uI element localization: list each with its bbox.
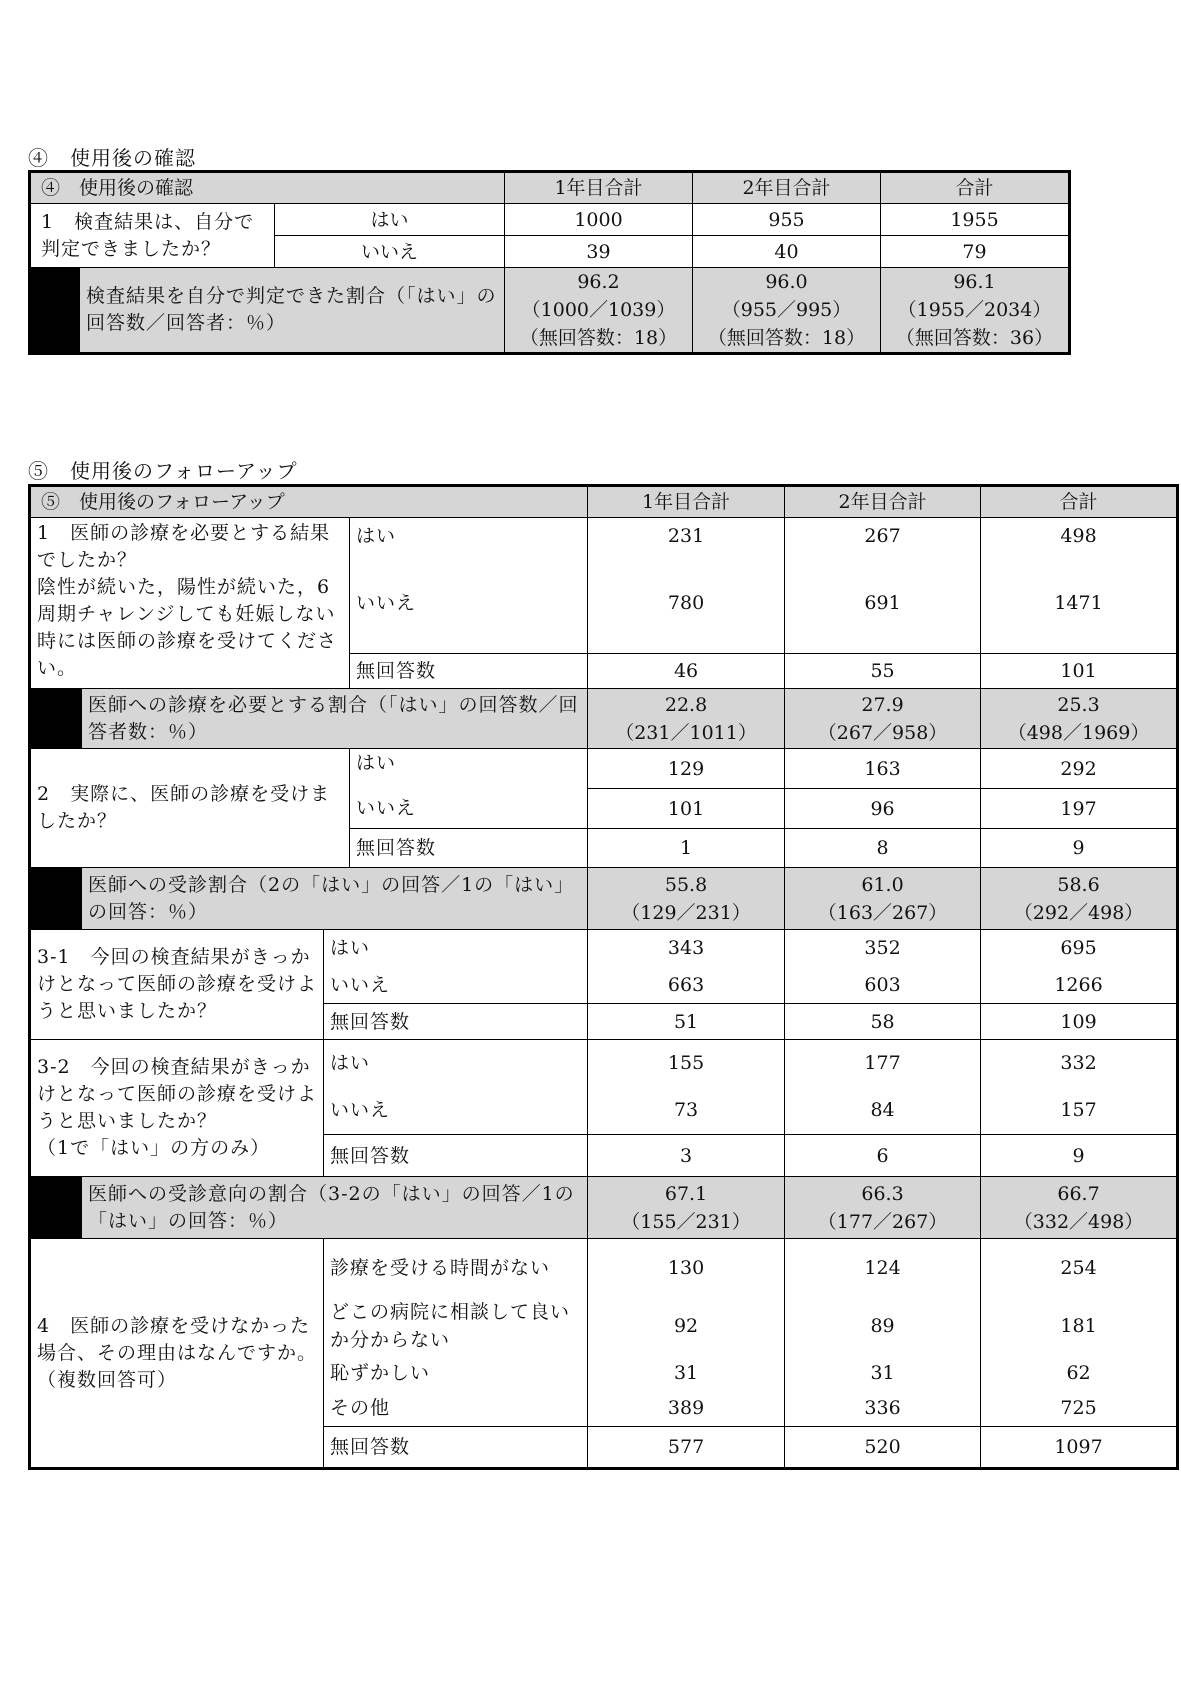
value-year2: 31 (785, 1355, 981, 1391)
section5-ratio1-label: 医師への診療を必要とする割合（「はい」の回答数／回答者数：％） (82, 689, 588, 749)
value-total: 9 (981, 1135, 1178, 1177)
ratio-year2 (785, 868, 981, 930)
section5-q32-question: 3-2 今回の検査結果がきっかけとなって医師の診療を受けようと思いましたか？ (37, 1056, 318, 1132)
value-year1: 343 (588, 930, 785, 967)
value-year2: 89 (785, 1297, 981, 1355)
value-year1: 1000 (505, 204, 693, 236)
section4-table (28, 170, 1071, 355)
value-year1: 51 (588, 1004, 785, 1040)
ratio-value: 58.6 (1057, 873, 1100, 896)
value-year1: 577 (588, 1427, 785, 1469)
value-year2: 267 (785, 518, 981, 554)
value-year2: 603 (785, 967, 981, 1004)
row-marker (30, 689, 82, 749)
value-total: 62 (981, 1355, 1178, 1391)
answer-label: その他 (324, 1391, 588, 1427)
value-total: 292 (981, 749, 1178, 789)
ratio-year1 (505, 268, 693, 354)
ratio-value: 55.8 (664, 873, 708, 896)
value-year1: 92 (588, 1297, 785, 1355)
answer-label: 恥ずかしい (324, 1355, 588, 1391)
section4-title: ④ 使用後の確認 (28, 146, 196, 170)
row-marker (30, 268, 80, 354)
value-year2: 352 (785, 930, 981, 967)
answer-label: はい (350, 749, 588, 789)
value-year1: 155 (588, 1040, 785, 1087)
value-total: 498 (981, 518, 1178, 554)
col-year2-header: 2年目合計 (693, 172, 881, 204)
ratio-value: 27.9 (861, 693, 904, 716)
ratio-fraction: （498／1969） (1007, 721, 1150, 744)
ratio-total (881, 268, 1070, 354)
value-year1: 31 (588, 1355, 785, 1391)
section5-q31-question: 3-1 今回の検査結果がきっかけとなって医師の診療を受けようと思いましたか？ (30, 930, 324, 1040)
ratio-year1 (588, 868, 785, 930)
value-total: 79 (881, 236, 1070, 268)
value-total: 101 (981, 654, 1178, 689)
row-marker (30, 868, 82, 930)
value-year1: 389 (588, 1391, 785, 1427)
ratio-fraction: （332／498） (1013, 1210, 1144, 1233)
section5-q1-cell (30, 518, 350, 689)
ratio-no-answer: （無回答数：18） (519, 327, 678, 349)
value-year1: 130 (588, 1239, 785, 1297)
ratio-total (981, 1177, 1178, 1239)
answer-label: 無回答数 (350, 654, 588, 689)
ratio-year1 (588, 689, 785, 749)
value-total: 332 (981, 1040, 1178, 1087)
answer-label: いいえ (350, 789, 588, 829)
col-total-header: 合計 (881, 172, 1070, 204)
answer-label: どこの病院に相談して良いか分からない (324, 1297, 588, 1355)
value-total: 1097 (981, 1427, 1178, 1469)
ratio-value: 66.3 (861, 1182, 904, 1205)
value-year2: 336 (785, 1391, 981, 1427)
section5-ratio2-label: 医師への受診割合（2の「はい」の回答／1の「はい」の回答：％） (82, 868, 588, 930)
value-year2: 955 (693, 204, 881, 236)
section5-q1-question: 1 医師の診療を必要とする結果でしたか？ (37, 522, 331, 571)
answer-label: 無回答数 (324, 1135, 588, 1177)
answer-label: 無回答数 (350, 829, 588, 868)
value-year1: 3 (588, 1135, 785, 1177)
ratio-fraction: （1000／1039） (521, 299, 676, 321)
row-marker (30, 1177, 82, 1239)
value-year2: 163 (785, 749, 981, 789)
value-year1: 73 (588, 1087, 785, 1135)
value-total: 725 (981, 1391, 1178, 1427)
section5-q32-note: （1で「はい」の方のみ） (37, 1137, 271, 1159)
answer-label: 無回答数 (324, 1004, 588, 1040)
section5-header-label: ⑤ 使用後のフォローアップ (30, 486, 588, 518)
col-year2-header: 2年目合計 (785, 486, 981, 518)
section4-header-label: ④ 使用後の確認 (30, 172, 505, 204)
answer-label: はい (324, 930, 588, 967)
ratio-no-answer: （無回答数：36） (895, 327, 1054, 349)
section4-q1-question: 1 検査結果は、自分で判定できましたか？ (30, 204, 275, 268)
ratio-value: 22.8 (664, 693, 708, 716)
value-year1: 231 (588, 518, 785, 554)
value-total: 695 (981, 930, 1178, 967)
ratio-fraction: （267／958） (817, 721, 948, 744)
value-year2: 58 (785, 1004, 981, 1040)
ratio-fraction: （231／1011） (615, 721, 757, 744)
col-year1-header: 1年目合計 (588, 486, 785, 518)
ratio-year2 (785, 689, 981, 749)
section5-title: ⑤ 使用後のフォローアップ (28, 459, 298, 483)
answer-label: はい (275, 204, 505, 236)
ratio-value: 67.1 (664, 1182, 708, 1205)
ratio-value: 96.1 (953, 271, 996, 293)
value-year2: 177 (785, 1040, 981, 1087)
answer-label: いいえ (275, 236, 505, 268)
value-year2: 520 (785, 1427, 981, 1469)
section5-q2-question: 2 実際に、医師の診療を受けましたか？ (30, 749, 350, 868)
value-year2: 691 (785, 554, 981, 654)
value-year1: 101 (588, 789, 785, 829)
ratio-no-answer: （無回答数：18） (707, 327, 866, 349)
answer-label: いいえ (324, 1087, 588, 1135)
value-year2: 84 (785, 1087, 981, 1135)
answer-label: いいえ (350, 554, 588, 654)
value-year2: 55 (785, 654, 981, 689)
section5-table (28, 484, 1179, 1470)
value-year1: 129 (588, 749, 785, 789)
value-total: 181 (981, 1297, 1178, 1355)
ratio-value: 96.2 (577, 271, 620, 293)
answer-label: いいえ (324, 967, 588, 1004)
ratio-year1 (588, 1177, 785, 1239)
ratio-total (981, 689, 1178, 749)
value-year1: 780 (588, 554, 785, 654)
value-total: 197 (981, 789, 1178, 829)
value-total: 1955 (881, 204, 1070, 236)
ratio-fraction: （177／267） (817, 1210, 948, 1233)
value-year2: 8 (785, 829, 981, 868)
section5-q4-question: 4 医師の診療を受けなかった場合、その理由はなんですか。（複数回答可） (30, 1239, 324, 1469)
ratio-value: 61.0 (861, 873, 904, 896)
ratio-year2 (693, 268, 881, 354)
ratio-fraction: （1955／2034） (897, 299, 1052, 321)
answer-label: はい (350, 518, 588, 554)
ratio-value: 66.7 (1057, 1182, 1100, 1205)
answer-label: 無回答数 (324, 1427, 588, 1469)
value-year2: 6 (785, 1135, 981, 1177)
section5-q1-note: 陰性が続いた，陽性が続いた，6周期チャレンジしても妊娠しない時には医師の診療を受けてください。 (37, 576, 338, 679)
ratio-value: 25.3 (1057, 693, 1100, 716)
section4-ratio-label: 検査結果を自分で判定できた割合（「はい」の回答数／回答者：％） (80, 268, 505, 354)
answer-label: 診療を受ける時間がない (324, 1239, 588, 1297)
value-year1: 663 (588, 967, 785, 1004)
value-year1: 1 (588, 829, 785, 868)
ratio-total (981, 868, 1178, 930)
value-year2: 124 (785, 1239, 981, 1297)
value-total: 254 (981, 1239, 1178, 1297)
value-total: 9 (981, 829, 1178, 868)
ratio-fraction: （292／498） (1013, 901, 1144, 924)
ratio-fraction: （955／995） (721, 299, 852, 321)
answer-label: はい (324, 1040, 588, 1087)
value-year1: 46 (588, 654, 785, 689)
value-year2: 96 (785, 789, 981, 829)
col-total-header: 合計 (981, 486, 1178, 518)
value-year1: 39 (505, 236, 693, 268)
value-total: 1471 (981, 554, 1178, 654)
value-total: 157 (981, 1087, 1178, 1135)
value-total: 1266 (981, 967, 1178, 1004)
ratio-value: 96.0 (765, 271, 808, 293)
value-total: 109 (981, 1004, 1178, 1040)
ratio-year2 (785, 1177, 981, 1239)
section5-ratio3-label: 医師への受診意向の割合（3-2の「はい」の回答／1の「はい」の回答：％） (82, 1177, 588, 1239)
value-year2: 40 (693, 236, 881, 268)
ratio-fraction: （129／231） (621, 901, 751, 924)
ratio-fraction: （155／231） (621, 1210, 751, 1233)
col-year1-header: 1年目合計 (505, 172, 693, 204)
section5-q32-cell (30, 1040, 324, 1177)
ratio-fraction: （163／267） (817, 901, 948, 924)
